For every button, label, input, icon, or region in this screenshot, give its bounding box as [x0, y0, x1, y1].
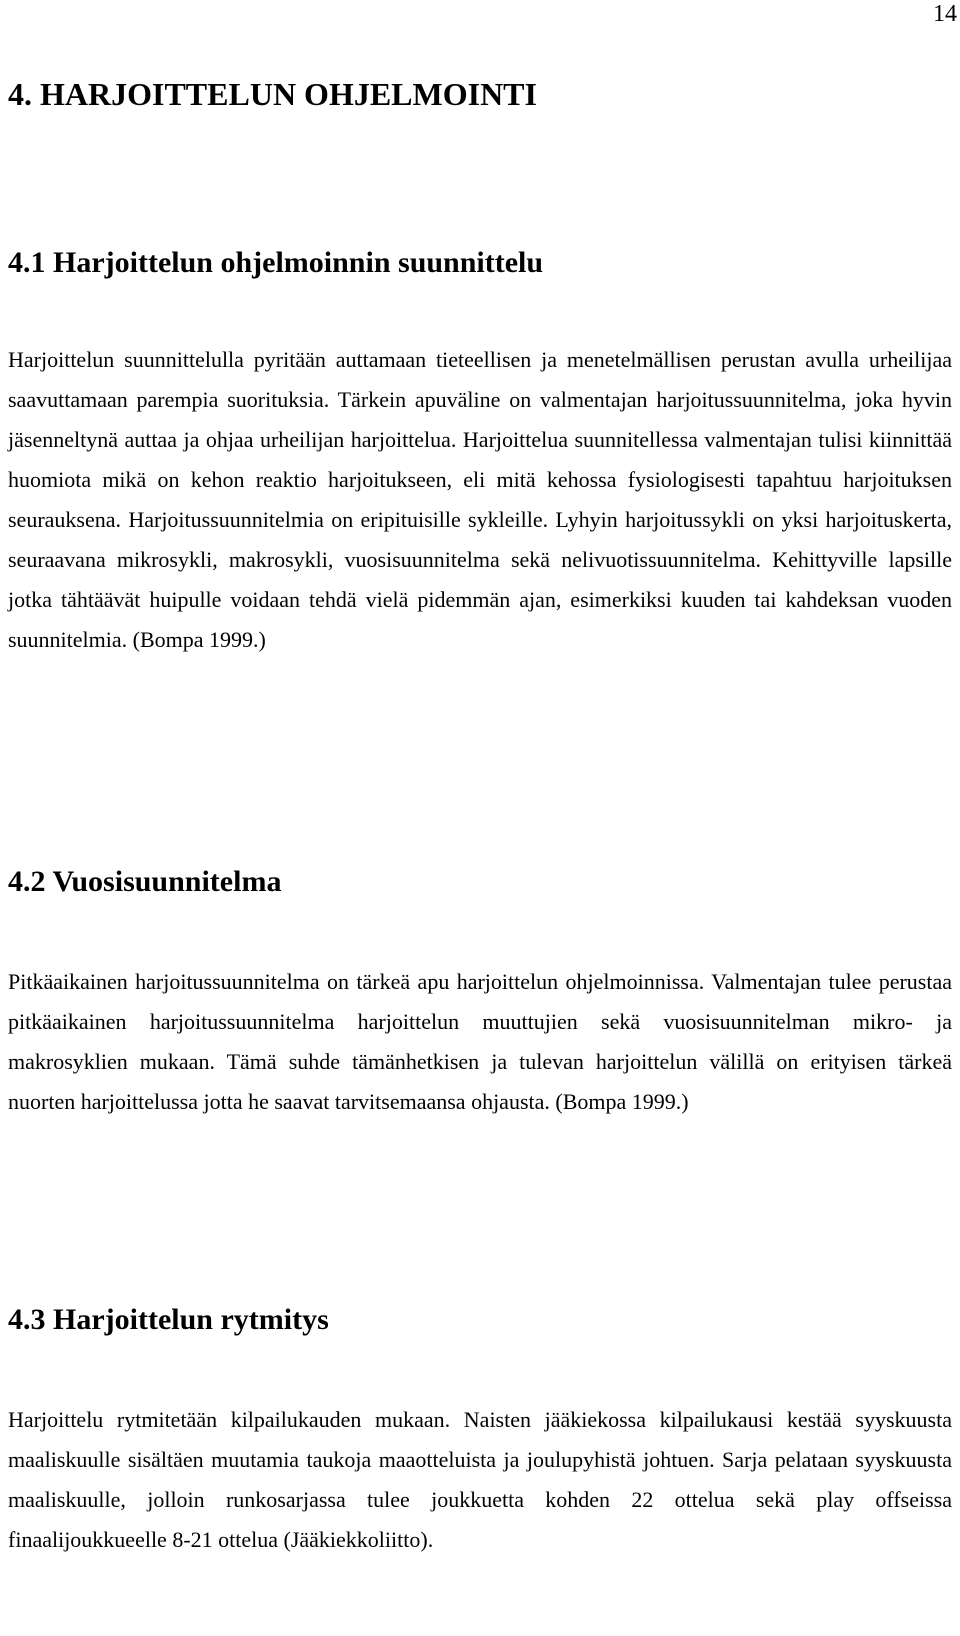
page-number: 14 [933, 1, 957, 27]
section-4-2-paragraph: Pitkäaikainen harjoitussuunnitelma on tärkeä apu harjoittelun ohjelmoinnissa. Valmentajan tulee perustaa pitkäaikainen harjoitussuunnitelma harjoittelun muuttujien sekä vuosisuunnitelman mikro- ja makrosyklien mukaan. Tämä suhde tämänhetkisen ja tulevan harjoittelun välillä on erityisen tärkeä nuorten harjoittelussa jotta he saavat tarvitsemaansa ohjausta. (Bompa 1999.) [8, 969, 952, 1114]
section-heading-4-1: 4.1 Harjoittelun ohjelmoinnin suunnittelu [8, 246, 544, 279]
section-heading-4-3: 4.3 Harjoittelun rytmitys [8, 1303, 329, 1336]
section-4-1-paragraph: Harjoittelun suunnittelulla pyritään auttamaan tieteellisen ja menetelmällisen perustan avulla urheilijaa saavuttamaan parempia suorituksia. Tärkein apuväline on valmentajan harjoitussuunnitelma, joka hyvin jäsenneltynä auttaa ja ohjaa urheilijan harjoittelua. Harjoittelua suunnitellessa valmentajan tulisi kiinnittää huomiota mikä on kehon reaktio harjoitukseen, eli mitä kehossa fysiologisesti tapahtuu harjoituksen seurauksena. Harjoitussuunnitelmia on eripituisille sykleille. Lyhyin harjoitussykli on yksi harjoituskerta, seuraavana mikrosykli, makrosykli, vuosisuunnitelma sekä nelivuotissuunnitelma. Kehittyville lapsille jotka tähtäävät huipulle voidaan tehdä vielä pidemmän ajan, esimerkiksi kuuden tai kahdeksan vuoden suunnitelmia. (Bompa 1999.) [8, 347, 952, 652]
section-heading-4-2: 4.2 Vuosisuunnitelma [8, 865, 282, 898]
chapter-title: 4. HARJOITTELUN OHJELMOINTI [8, 76, 537, 112]
section-4-3-paragraph: Harjoittelu rytmitetään kilpailukauden mukaan. Naisten jääkiekossa kilpailukausi kestää syyskuusta maaliskuulle sisältäen muutamia taukoja maaotteluista ja joulupyhistä johtuen. Sarja pelataan syyskuusta maaliskuulle, jolloin runkosarjassa tulee joukkuetta kohden 22 ottelua sekä play offseissa finaalijoukkueelle 8-21 ottelua (Jääkiekkoliitto). [8, 1407, 952, 1552]
